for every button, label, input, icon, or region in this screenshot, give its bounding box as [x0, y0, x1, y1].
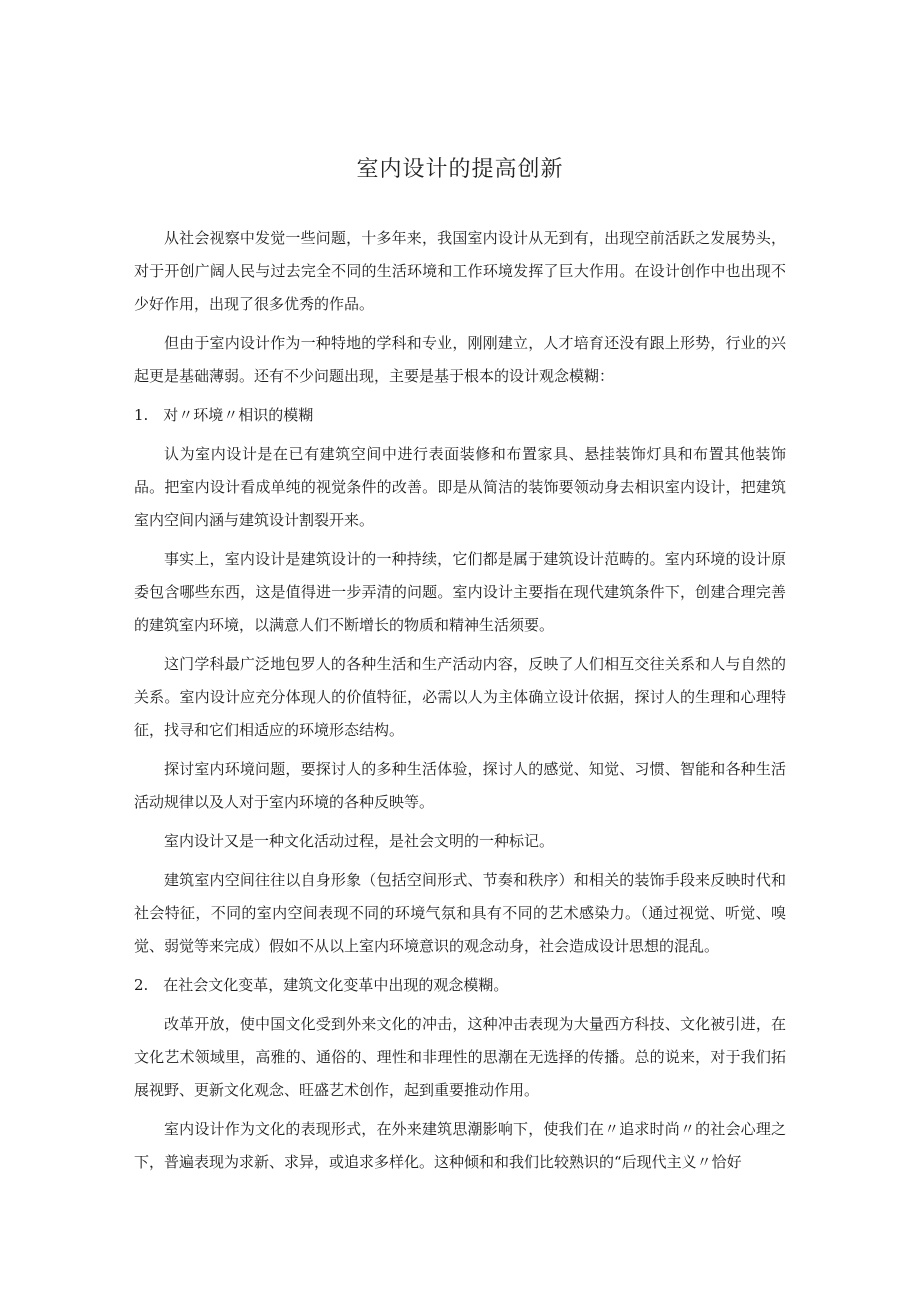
section-heading: 1. 对〃环境〃相识的模糊: [134, 406, 314, 424]
paragraph: 从社会视察中发觉一些问题，十多年来，我国室内设计从无到有，出现空前活跃之发展势头，对于开创广阔人民与过去完全不同的生活环境和工作环境发挥了巨大作用。在设计创作中也出现不少好作用，出现了很多优秀的作品。: [134, 229, 786, 313]
paragraph: 探讨室内环境问题，要探讨人的多种生活体验，探讨人的感觉、知觉、习惯、智能和各种生活活动规律以及人对于室内环境的各种反映等。: [134, 760, 786, 811]
document-title: 室内设计的提高创新: [356, 157, 564, 182]
paragraph: 建筑室内空间往往以自身形象（包括空间形式、节奏和秩序）和相关的装饰手段来反映时代和社会特征，不同的室内空间表现不同的环境气氛和具有不同的艺术感染力。（通过视觉、听觉、嗅觉、弱觉等来完成）假如不从以上室内环境意识的观念动身，社会造成设计思想的混乱。: [134, 871, 786, 955]
paragraph: 但由于室内设计作为一种特地的学科和专业，刚刚建立，人才培育还没有跟上形势，行业的兴起更是基础薄弱。还有不少问题出现，主要是基于根本的设计观念模糊：: [134, 334, 786, 385]
paragraph: 改革开放，使中国文化受到外来文化的冲击，这种冲击表现为大量西方科技、文化被引进，在文化艺术领域里，高雅的、通俗的、理性和非理性的思潮在无选择的传播。总的说来，对于我们拓展视野、更新文化观念、旺盛艺术创作，起到重要推动作用。: [134, 1015, 786, 1099]
paragraph: 这门学科最广泛地包罗人的各种生活和生产活动内容，反映了人们相互交往关系和人与自然的关系。室内设计应充分体现人的价值特征，必需以人为主体确立设计依据，探讨人的生理和心理特征，找寻和它们相适应的环境形态结构。: [134, 655, 786, 739]
section-heading: 2. 在社会文化变革，建筑文化变革中出现的观念模糊。: [134, 976, 509, 994]
paragraph: 事实上，室内设计是建筑设计的一种持续，它们都是属于建筑设计范畴的。室内环境的设计原委包含哪些东西，这是值得进一步弄清的问题。室内设计主要指在现代建筑条件下，创建合理完善的建筑室内环境，以满意人们不断增长的物质和精神生活须要。: [134, 550, 786, 634]
paragraph: 室内设计作为文化的表现形式，在外来建筑思潮影响下，使我们在〃追求时尚〃的社会心理之下，普遍表现为求新、求异，或追求多样化。这种倾和和我们比较熟识的“后现代主义〃恰好: [134, 1120, 786, 1171]
paragraph: 认为室内设计是在已有建筑空间中进行表面装修和布置家具、悬挂装饰灯具和布置其他装饰品。把室内设计看成单纯的视觉条件的改善。即是从简洁的装饰要领动身去相识室内设计，把建筑室内空间内涵与建筑设计割裂开来。: [134, 445, 786, 529]
paragraph: 室内设计又是一种文化活动过程，是社会文明的一种标记。: [164, 832, 555, 850]
document-body: [134, 222, 786, 1185]
